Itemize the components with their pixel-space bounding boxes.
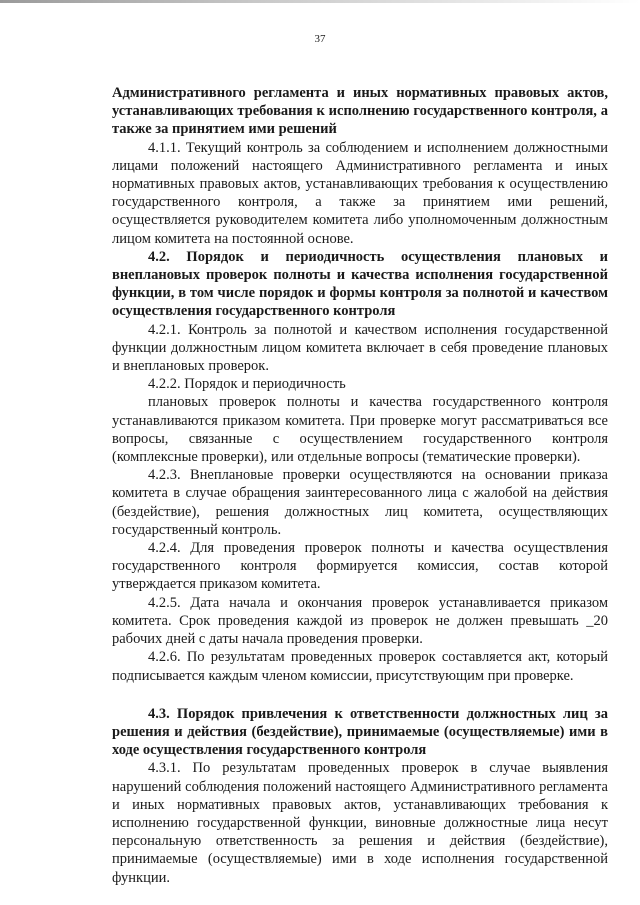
- section-gap: [112, 685, 608, 705]
- section-4-2-heading: 4.2. Порядок и периодичность осуществления плановых и внеплановых проверок полноты и качества исполнения государственной функции, в том числе порядок и формы контроля за полнотой и качеством осуществления государственного контроля: [112, 248, 608, 320]
- scan-edge-artifact: [0, 0, 640, 3]
- paragraph-4-2-2-continuation: плановых проверок полноты и качества государственного контроля устанавливаются приказом комитета. При проверке могут рассматриваться все вопросы, связанные с осуществлением государственного контроля (комплексные проверки), или отдельные вопросы (тематические проверки).: [112, 394, 608, 466]
- document-body: [112, 84, 608, 887]
- paragraph-4-2-4: 4.2.4. Для проведения проверок полноты и качества осуществления государственного контроля формируется комиссия, состав которой утверждается приказом комитета.: [112, 540, 608, 593]
- paragraph-4-2-2: 4.2.2. Порядок и периодичность: [148, 376, 346, 393]
- section-4-3-heading: 4.3. Порядок привлечения к ответственности должностных лиц за решения и действия (бездействие), принимаемые (осуществляемые) ими в ходе осуществления государственного контроля: [112, 705, 608, 759]
- paragraph-4-2-3: 4.2.3. Внеплановые проверки осуществляются на основании приказа комитета в случае обращения заинтересованного лица с жалобой на действия (бездействие), решения должностных лиц комитета, осуществляющих государственный контроль.: [112, 467, 608, 538]
- paragraph-4-3-1: 4.3.1. По результатам проведенных проверок в случае выявления нарушений соблюдения положений настоящего Административного регламента и иных нормативных правовых актов, устанавливающих требования к исполнению государственной функции, виновные должностные лица несут персональную ответственность за решения и действия (бездействие), принимаемые (осуществляемые) ими в ходе исполнения государственной функции.: [112, 760, 608, 886]
- paragraph-4-2-6: 4.2.6. По результатам проведенных проверок составляется акт, который подписывается каждым членом комиссии, присутствующим при проверке.: [112, 649, 608, 684]
- paragraph-4-1-1: 4.1.1. Текущий контроль за соблюдением и исполнением должностными лицами положений настоящего Административного регламента и иных нормативных правовых актов, устанавливающих требования к осуществлению государственного контроля, а также за принятием ими решений, осуществляется руководителем комитета либо уполномоченным должностным лицом комитета на постоянной основе.: [112, 139, 608, 247]
- paragraph-4-2-1: 4.2.1. Контроль за полнотой и качеством исполнения государственной функции должностным лицом комитета включает в себя проведение плановых и внеплановых проверок.: [112, 321, 608, 375]
- page-number: 37: [314, 33, 326, 45]
- paragraph-4-2-5: 4.2.5. Дата начала и окончания проверок устанавливается приказом комитета. Срок проведения каждой из проверок не должен превышать _20 рабочих дней с даты начала проведения проверки.: [112, 594, 608, 648]
- section-4-1-heading-continuation: Административного регламента и иных нормативных правовых актов, устанавливающих требования к исполнению государственного контроля, а также за принятием ими решений: [112, 85, 608, 138]
